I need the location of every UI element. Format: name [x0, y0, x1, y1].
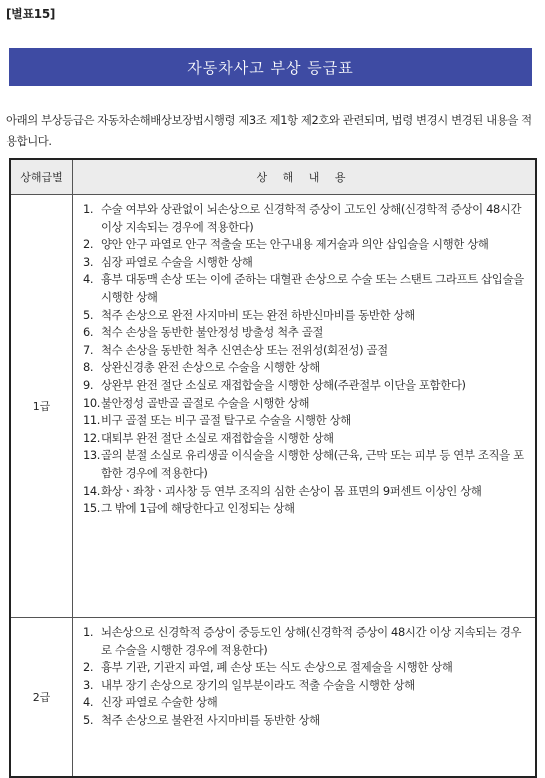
table-header-row: [10, 159, 536, 195]
intro-paragraph: 아래의 부상등급은 자동차손해배상보장법시행령 제3조 제1항 제2호와 관련되며, 법령 변경시 변경된 내용을 적용합니다.: [6, 113, 532, 148]
item-number: 1.: [83, 202, 94, 216]
list-item: [83, 307, 527, 325]
item-text: 골의 분절 소실로 유리생골 이식술을 시행한 상해(근육, 근막 또는 피부 등 연부 조직을 포함한 경우에 적용한다): [101, 448, 524, 480]
list-item: [83, 324, 527, 342]
item-number: 14.: [83, 483, 101, 498]
list-item: [83, 201, 527, 236]
list-item: [83, 447, 527, 482]
item-text: 신장 파열로 수술한 상해: [101, 695, 218, 710]
details-cell: [73, 618, 537, 778]
list-item: [83, 624, 527, 659]
item-text: 뇌손상으로 신경학적 증상이 중등도인 상해(신경학적 증상이 48시간 이상 지속되는 경우로 수술을 시행한 경우에 적용한다): [101, 625, 522, 657]
item-text: 상완부 완전 절단 소실로 재접합술을 시행한 상해(주관절부 이단을 포함한다): [101, 377, 466, 392]
item-text: 척수 손상을 동반한 불안정성 방출성 척추 골절: [101, 325, 324, 340]
item-number: 3.: [83, 254, 94, 269]
list-item: [83, 483, 527, 501]
list-item: [83, 271, 527, 306]
grade-cell: 2급: [10, 618, 73, 778]
item-text: 척수 손상을 동반한 척추 신연손상 또는 전위성(회전성) 골절: [101, 342, 388, 357]
item-number: 2.: [83, 660, 94, 675]
item-number: 2.: [83, 237, 94, 252]
table-row: [10, 618, 536, 778]
item-number: 3.: [83, 677, 94, 692]
item-number: 7.: [83, 342, 94, 357]
injury-list: [83, 624, 527, 730]
item-text: 척주 손상으로 불완전 사지마비를 동반한 상해: [101, 712, 320, 727]
item-text: 불안정성 골반골 골절로 수술을 시행한 상해: [101, 395, 310, 410]
item-number: 6.: [83, 325, 94, 340]
item-number: 15.: [83, 501, 101, 516]
list-item: [83, 712, 527, 730]
item-number: 11.: [83, 413, 101, 428]
details-cell: [73, 195, 537, 618]
list-item: [83, 430, 527, 448]
item-text: 흉부 기관, 기관지 파열, 폐 손상 또는 식도 손상으로 절제술을 시행한 상해: [101, 660, 453, 675]
item-text: 심장 파열로 수술을 시행한 상해: [101, 254, 253, 269]
list-item: [83, 677, 527, 695]
item-number: 4.: [83, 272, 94, 287]
item-text: 상완신경총 완전 손상으로 수술을 시행한 상해: [101, 360, 320, 375]
list-item: [83, 659, 527, 677]
title-banner: [9, 48, 532, 86]
item-number: 12.: [83, 430, 101, 445]
item-text: 비구 골절 또는 비구 골절 탈구로 수술을 시행한 상해: [101, 413, 351, 428]
table-row: [10, 195, 536, 618]
item-number: 5.: [83, 307, 94, 322]
item-text: 내부 장기 손상으로 장기의 일부분이라도 적출 수술을 시행한 상해: [101, 677, 415, 692]
item-number: 10.: [83, 395, 101, 410]
item-number: 5.: [83, 712, 94, 727]
list-item: [83, 694, 527, 712]
injury-grade-table: [9, 158, 537, 778]
list-item: [83, 236, 527, 254]
item-number: 13.: [83, 448, 101, 463]
column-header-details: 상 해 내 용: [73, 159, 537, 195]
list-item: [83, 412, 527, 430]
item-number: 8.: [83, 360, 94, 375]
column-header-grade: 상해급별: [10, 159, 73, 195]
item-number: 9.: [83, 377, 94, 392]
grade-cell: 1급: [10, 195, 73, 618]
item-text: 흉부 대동맥 손상 또는 이에 준하는 대혈관 손상으로 수술 또는 스탠트 그라프트 삽입술을 시행한 상해: [101, 272, 524, 304]
list-item: [83, 359, 527, 377]
item-text: 수술 여부와 상관없이 뇌손상으로 신경학적 증상이 고도인 상해(신경학적 증상이 48시간 이상 지속되는 경우에 적용한다): [101, 202, 522, 234]
item-text: 양안 안구 파열로 안구 적출술 또는 안구내용 제거술과 의안 삽입술을 시행한 상해: [101, 237, 489, 252]
injury-list: [83, 201, 527, 518]
list-item: [83, 254, 527, 272]
item-text: 대퇴부 완전 절단 소실로 재접합술을 시행한 상해: [101, 430, 334, 445]
list-item: [83, 500, 527, 518]
item-number: 4.: [83, 695, 94, 710]
item-text: 척주 손상으로 완전 사지마비 또는 완전 하반신마비를 동반한 상해: [101, 307, 415, 322]
annex-tag: [별표15]: [6, 7, 56, 21]
item-text: 그 밖에 1급에 해당한다고 인정되는 상해: [101, 501, 295, 516]
list-item: [83, 395, 527, 413]
page-title: 자동차사고 부상 등급표: [187, 58, 354, 77]
list-item: [83, 377, 527, 395]
list-item: [83, 342, 527, 360]
item-number: 1.: [83, 625, 94, 639]
item-text: 화상ㆍ좌창ㆍ괴사창 등 연부 조직의 심한 손상이 몸 표면의 9퍼센트 이상인 상해: [101, 483, 482, 498]
